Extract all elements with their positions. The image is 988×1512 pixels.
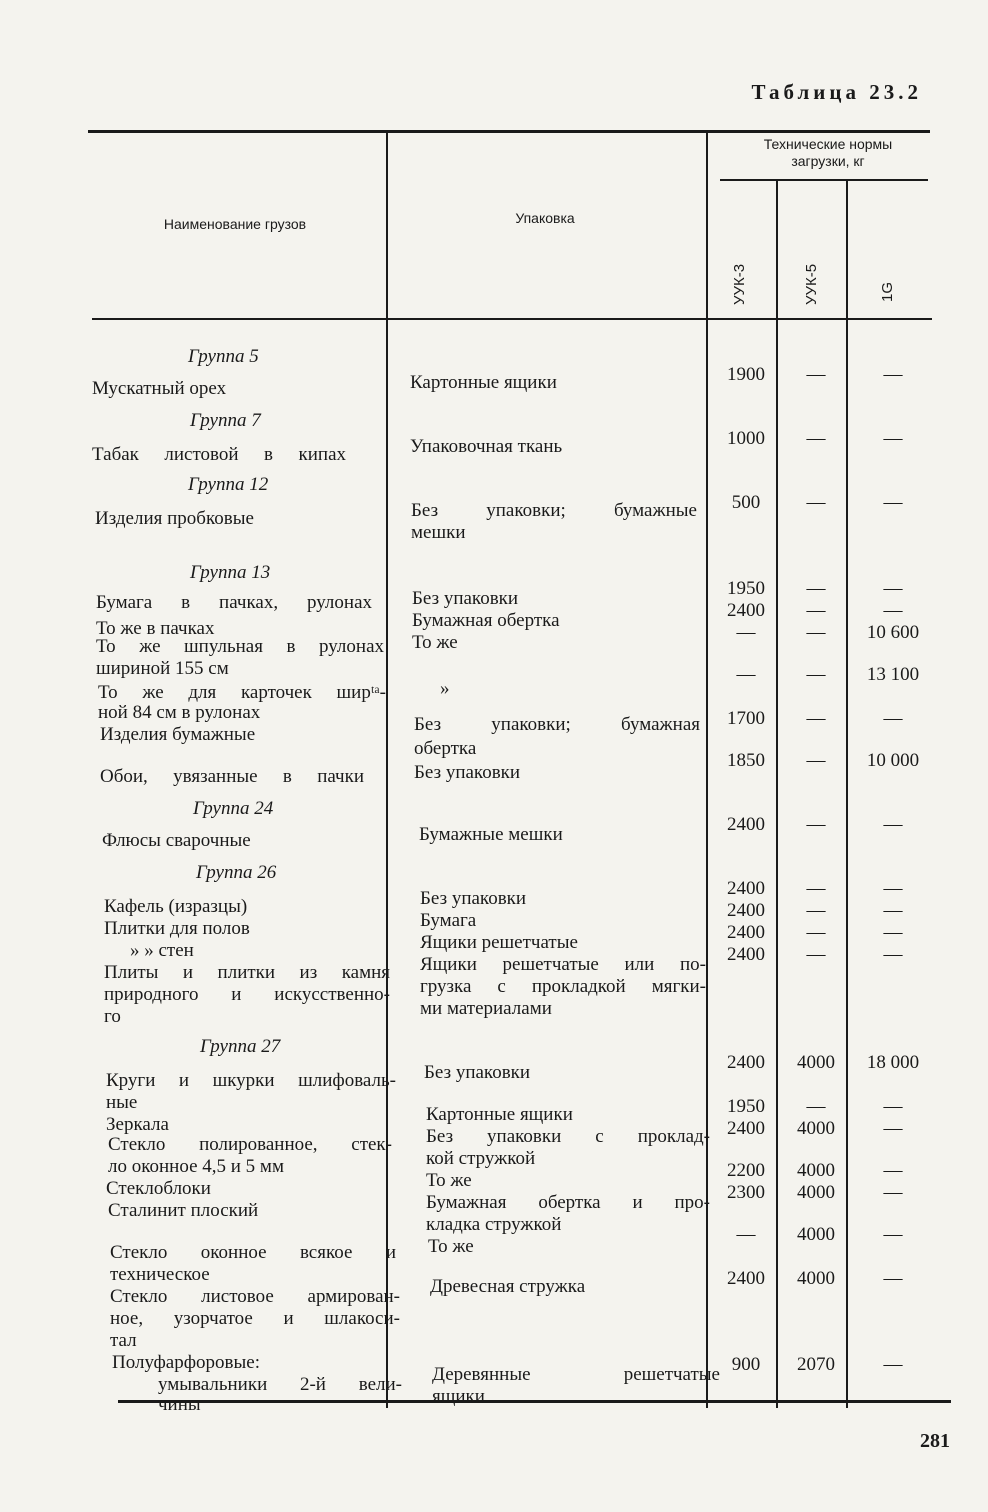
- cargo-name-line: Круги и шкурки шлифоваль-: [106, 1070, 396, 1091]
- uuk3-value: 2400: [727, 944, 765, 965]
- uuk5-value: —: [806, 428, 826, 449]
- packaging-line: Без упаковки с проклад-: [426, 1126, 710, 1147]
- col-divider-2: [706, 130, 708, 1408]
- g1-value: —: [883, 428, 903, 449]
- packaging-line: Ящики решетчатые: [420, 932, 578, 953]
- g1-value: 18 000: [866, 1052, 920, 1073]
- packaging-line: Бумажные мешки: [419, 824, 563, 845]
- uuk5-value: —: [806, 492, 826, 513]
- g1-value: —: [883, 814, 903, 835]
- cargo-name-line: То же для карточек ширᵗᵃ-: [98, 682, 386, 703]
- g1-value: —: [883, 708, 903, 729]
- uuk5-value: 4000: [797, 1182, 835, 1203]
- uuk3-value: 2400: [727, 878, 765, 899]
- uuk5-value: —: [806, 600, 826, 621]
- bottom-rule: [118, 1400, 951, 1403]
- uuk3-value: —: [736, 1224, 756, 1245]
- uuk3-value: 1950: [727, 578, 765, 599]
- uuk3-value: 2400: [727, 922, 765, 943]
- cargo-name-line: Плитки для полов: [104, 918, 250, 939]
- cargo-name-line: Зеркала: [106, 1114, 169, 1135]
- cargo-name-line: Изделия пробковые: [95, 508, 254, 529]
- uuk5-value: —: [806, 578, 826, 599]
- cargo-name-line: ное, узорчатое и шлакоси-: [110, 1308, 400, 1329]
- packaging-line: ящики: [432, 1386, 485, 1407]
- packaging-line: Бумага: [420, 910, 477, 931]
- cargo-name-line: Табак листовой в кипах: [92, 444, 346, 465]
- uuk5-value: —: [806, 814, 826, 835]
- top-rule: [88, 130, 930, 133]
- uuk3-value: 2400: [727, 1118, 765, 1139]
- uuk5-value: 4000: [797, 1052, 835, 1073]
- cargo-name-line: Обои, увязанные в пачки: [100, 766, 364, 787]
- packaging-line: Без упаковки: [420, 888, 527, 909]
- packaging-line: То же: [412, 632, 458, 653]
- cargo-name-line: ные: [106, 1092, 138, 1113]
- header-bottom-rule: [92, 318, 932, 320]
- g1-value: —: [883, 878, 903, 899]
- packaging-line: Упаковочная ткань: [410, 436, 563, 457]
- group-heading: Группа 5: [188, 346, 259, 367]
- g1-value: —: [883, 364, 903, 385]
- table-caption: Таблица 23.2: [751, 80, 922, 104]
- uuk3-value: 2400: [727, 900, 765, 921]
- uuk3-value: 500: [731, 492, 761, 513]
- uuk3-value: 2200: [727, 1160, 765, 1181]
- uuk5-value: —: [806, 622, 826, 643]
- g1-value: —: [883, 1268, 903, 1289]
- page-number: 281: [920, 1430, 950, 1452]
- uuk3-value: —: [736, 622, 756, 643]
- packaging-line: Без упаковки; бумажная: [414, 714, 700, 735]
- g1-value: —: [883, 1160, 903, 1181]
- packaging-line: Бумажная обертка и про-: [426, 1192, 710, 1213]
- packaging-line: Картонные ящики: [426, 1104, 573, 1125]
- packaging-line: Без упаковки: [424, 1062, 531, 1083]
- cargo-name-line: Флюсы сварочные: [102, 830, 251, 851]
- cargo-name-line: Стекло оконное всякое и: [110, 1242, 396, 1263]
- packaging-line: То же: [428, 1236, 474, 1257]
- norms-rule: [720, 179, 928, 181]
- packaging-line: Без упаковки: [414, 762, 521, 783]
- cargo-name-line: Плиты и плитки из камня: [104, 962, 390, 983]
- cargo-name-line: умывальники 2-й вели-: [158, 1374, 402, 1395]
- cargo-name-line: Стеклоблоки: [106, 1178, 211, 1199]
- g1-value: —: [883, 900, 903, 921]
- cargo-name-line: » » стен: [130, 940, 194, 961]
- uuk3-value: —: [736, 664, 756, 685]
- cargo-name-line: ной 84 см в рулонах: [98, 702, 261, 723]
- uuk5-value: 4000: [797, 1268, 835, 1289]
- packaging-line: Картонные ящики: [410, 372, 557, 393]
- packaging-line: Древесная стружка: [430, 1276, 586, 1297]
- packaging-line: Без упаковки; бумажные: [411, 500, 697, 521]
- header-pack: Упаковка: [515, 210, 575, 226]
- col-divider-3: [776, 180, 778, 1408]
- cargo-name-line: Полуфарфоровые:: [112, 1352, 260, 1373]
- cargo-name-line: То же шпульная в рулонах: [96, 636, 384, 657]
- cargo-name-line: го: [104, 1006, 121, 1027]
- cargo-name-line: тал: [110, 1330, 137, 1351]
- header-name: Наименование грузов: [163, 216, 307, 232]
- packaging-line: То же: [426, 1170, 472, 1191]
- g1-value: 13 100: [866, 664, 920, 685]
- uuk3-value: 2400: [727, 1268, 765, 1289]
- group-heading: Группа 7: [190, 410, 261, 431]
- packaging-line: Деревянные решетчатые: [432, 1364, 720, 1385]
- cargo-name-line: Стекло листовое армирован-: [110, 1286, 400, 1307]
- cargo-name-line: Изделия бумажные: [100, 724, 256, 745]
- cargo-name-line: То же в пачках: [96, 618, 215, 639]
- g1-value: —: [883, 1118, 903, 1139]
- packaging-line: мешки: [411, 522, 466, 543]
- uuk5-value: —: [806, 1096, 826, 1117]
- uuk3-value: 1700: [727, 708, 765, 729]
- cargo-name-line: ло оконное 4,5 и 5 мм: [108, 1156, 284, 1177]
- col-divider-1: [386, 130, 388, 1408]
- uuk5-value: —: [806, 878, 826, 899]
- uuk3-value: 2400: [727, 814, 765, 835]
- cargo-name-line: Мускатный орех: [92, 378, 227, 399]
- group-heading: Группа 24: [193, 798, 274, 819]
- group-heading: Группа 27: [200, 1036, 281, 1057]
- g1-value: —: [883, 1182, 903, 1203]
- uuk3-value: 900: [731, 1354, 761, 1375]
- g1-value: 10 000: [866, 750, 920, 771]
- uuk5-value: —: [806, 364, 826, 385]
- uuk5-value: —: [806, 900, 826, 921]
- uuk5-value: —: [806, 944, 826, 965]
- packaging-line: ми материалами: [420, 998, 552, 1019]
- packaging-line: обертка: [414, 738, 477, 759]
- g1-value: —: [883, 578, 903, 599]
- g1-value: —: [883, 492, 903, 513]
- packaging-line: Ящики решетчатые или по-: [420, 954, 706, 975]
- header-uuk3: УУК-3: [731, 263, 748, 305]
- g1-value: —: [883, 944, 903, 965]
- uuk5-value: —: [806, 708, 826, 729]
- cargo-name-line: Сталинит плоский: [108, 1200, 259, 1221]
- header-1g: 1G: [879, 281, 896, 302]
- packaging-line: грузка с прокладкой мягки-: [420, 976, 706, 997]
- cargo-name-line: чины: [158, 1394, 201, 1415]
- uuk3-value: 1000: [727, 428, 765, 449]
- group-heading: Группа 26: [196, 862, 277, 883]
- g1-value: 10 600: [866, 622, 920, 643]
- g1-value: —: [883, 600, 903, 621]
- cargo-name-line: техническое: [110, 1264, 210, 1285]
- uuk5-value: —: [806, 664, 826, 685]
- g1-value: —: [883, 1096, 903, 1117]
- uuk3-value: 2400: [727, 1052, 765, 1073]
- g1-value: —: [883, 922, 903, 943]
- packaging-line: Без упаковки: [412, 588, 519, 609]
- uuk5-value: 4000: [797, 1224, 835, 1245]
- cargo-name-line: Бумага в пачках, рулонах: [96, 592, 372, 613]
- group-heading: Группа 12: [188, 474, 269, 495]
- uuk3-value: 2400: [727, 600, 765, 621]
- cargo-name-line: шириной 155 см: [96, 658, 229, 679]
- uuk5-value: —: [806, 922, 826, 943]
- uuk5-value: 4000: [797, 1118, 835, 1139]
- uuk3-value: 1900: [727, 364, 765, 385]
- header-uuk5: УУК-5: [803, 263, 820, 305]
- uuk5-value: 4000: [797, 1160, 835, 1181]
- group-heading: Группа 13: [190, 562, 271, 583]
- header-norms: Технические нормы загрузки, кг: [763, 136, 893, 169]
- uuk3-value: 1850: [727, 750, 765, 771]
- g1-value: —: [883, 1354, 903, 1375]
- uuk3-value: 1950: [727, 1096, 765, 1117]
- cargo-name-line: природного и искусственно-: [104, 984, 390, 1005]
- packaging-line: »: [440, 678, 450, 699]
- packaging-line: кладка стружкой: [426, 1214, 562, 1235]
- uuk5-value: 2070: [797, 1354, 835, 1375]
- cargo-name-line: Стекло полированное, стек-: [108, 1134, 392, 1155]
- g1-value: —: [883, 1224, 903, 1245]
- col-divider-4: [846, 180, 848, 1408]
- packaging-line: Бумажная обертка: [412, 610, 560, 631]
- uuk5-value: —: [806, 750, 826, 771]
- cargo-name-line: Кафель (изразцы): [104, 896, 248, 917]
- packaging-line: кой стружкой: [426, 1148, 536, 1169]
- uuk3-value: 2300: [727, 1182, 765, 1203]
